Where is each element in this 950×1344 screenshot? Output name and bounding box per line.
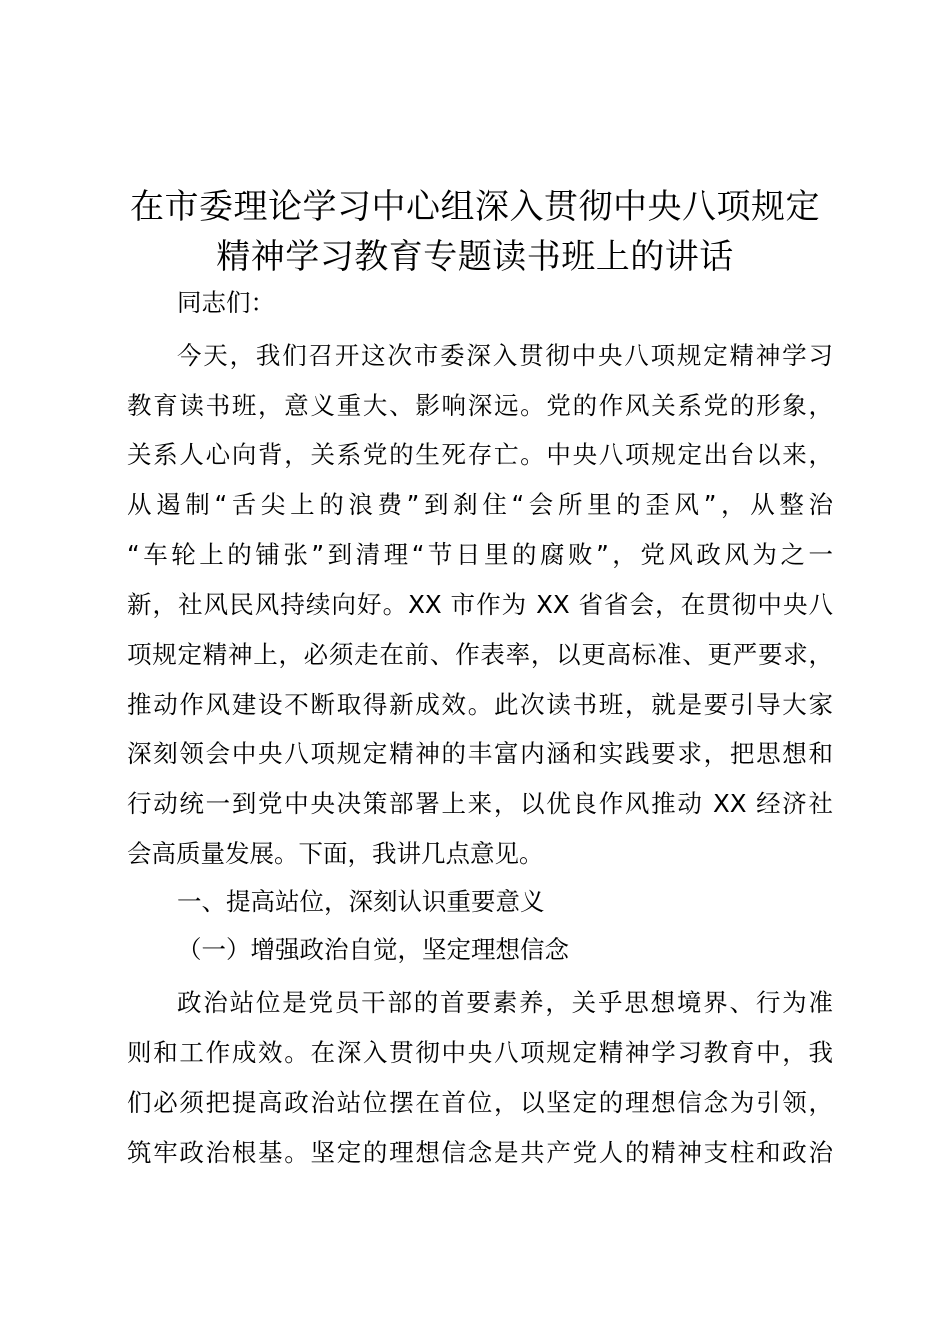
para1-line-5: “车轮上的铺张”到清理“节日里的腐败”，党风政风为之一: [127, 540, 833, 569]
para1-line-8: 推动作风建设不断取得新成效。此次读书班，就是要引导大家: [127, 690, 833, 719]
para1-line-2: 教育读书班，意义重大、影响深远。党的作风关系党的形象，: [127, 391, 833, 420]
para1-line-6: 新，社风民风持续向好。XX 市作为 XX 省省会，在贯彻中央八: [127, 590, 833, 619]
section-heading-1: 一、提高站位，深刻认识重要意义: [177, 887, 545, 916]
para2-line-3: 们必须把提高政治站位摆在首位，以坚定的理想信念为引领，: [127, 1088, 833, 1117]
para2-line-4: 筑牢政治根基。坚定的理想信念是共产党人的精神支柱和政治: [127, 1138, 833, 1167]
para1-line-3: 关系人心向背，关系党的生死存亡。中央八项规定出台以来，: [127, 440, 833, 469]
para1-line-4: 从遏制“舌尖上的浪费”到刹住“会所里的歪风”，从整治: [127, 490, 833, 519]
para1-line-9: 深刻领会中央八项规定精神的丰富内涵和实践要求，把思想和: [127, 739, 833, 768]
document-title-line-1: 在市委理论学习中心组深入贯彻中央八项规定: [130, 187, 820, 227]
para1-line-1: 今天，我们召开这次市委深入贯彻中央八项规定精神学习: [177, 341, 833, 370]
document-title-line-2: 精神学习教育专题读书班上的讲话: [216, 237, 734, 277]
para1-line-11: 会高质量发展。下面，我讲几点意见。: [127, 839, 544, 868]
para2-line-1: 政治站位是党员干部的首要素养，关乎思想境界、行为准: [177, 988, 833, 1017]
para1-line-10: 行动统一到党中央决策部署上来，以优良作风推动 XX 经济社: [127, 789, 833, 818]
salutation: 同志们：: [177, 288, 275, 317]
section-subheading-1: （一）增强政治自觉，坚定理想信念: [177, 935, 569, 964]
para2-line-2: 则和工作成效。在深入贯彻中央八项规定精神学习教育中，我: [127, 1038, 833, 1067]
para1-line-7: 项规定精神上，必须走在前、作表率，以更高标准、更严要求，: [127, 640, 833, 669]
